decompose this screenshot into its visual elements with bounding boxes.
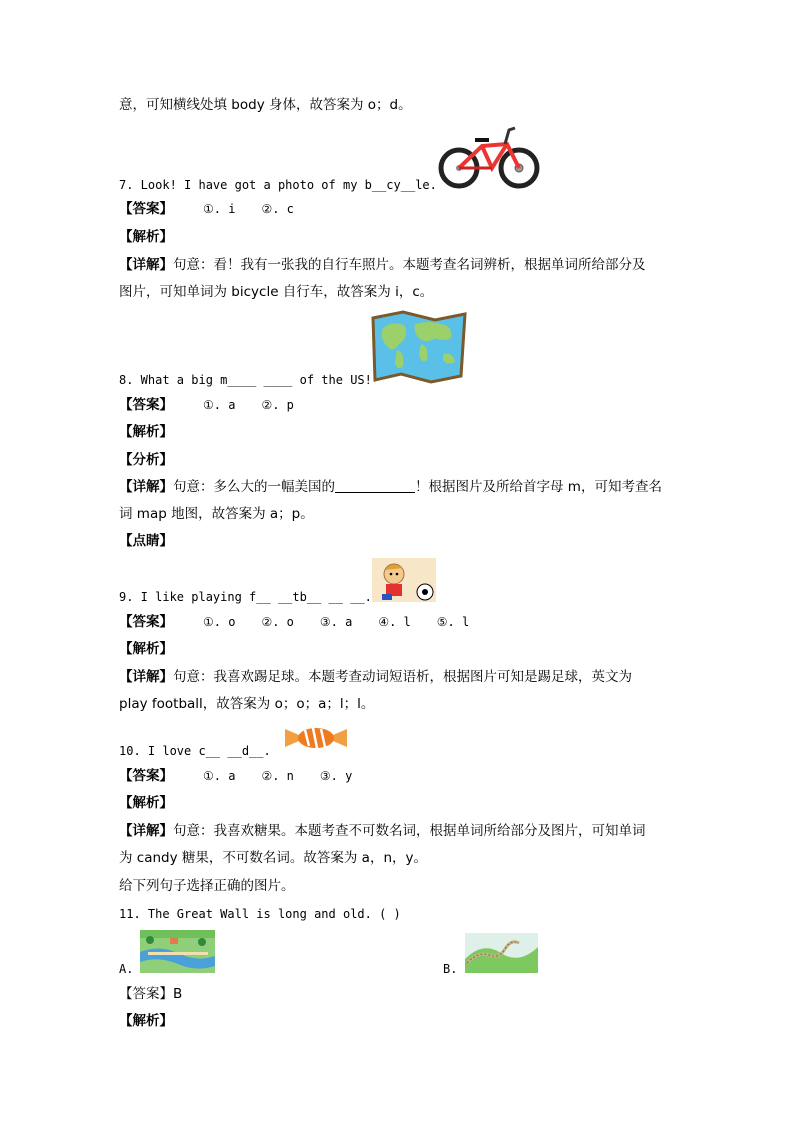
q9-answer-row: 【答案】 ①. o ②. o ③. a ④. l ⑤. l <box>119 614 470 630</box>
world-map-picture <box>369 310 469 384</box>
q8-detail-line2: 词 map 地图，故答案为 a；p。 <box>119 506 314 522</box>
q10-analysis-tag: 【解析】 <box>119 795 173 811</box>
q7-detail-line1: 【详解】句意：看！我有一张我的自行车照片。本题考查名词辨析，根据单词所给部分及 <box>119 257 646 273</box>
q8-answer-1: ①. a <box>203 398 236 412</box>
q10-question: 10. I love c__ __d__. <box>119 744 271 758</box>
q11-analysis-tag: 【解析】 <box>119 1013 173 1029</box>
q10-answer-2: ②. n <box>261 769 294 783</box>
boy-football-picture <box>372 558 436 602</box>
great-wall-picture <box>465 933 538 973</box>
q10-detail-line2: 为 candy 糖果，不可数名词。故答案为 a，n，y。 <box>119 850 428 866</box>
fill-blank <box>335 479 415 493</box>
q9-answer-3: ③. a <box>319 615 353 629</box>
q8-question: 8. What a big m____ ____ of the US! <box>119 373 372 387</box>
river-bridge-picture <box>140 930 215 973</box>
candy-picture <box>283 725 349 751</box>
q9-detail-line1: 【详解】句意：我喜欢踢足球。本题考查动词短语析，根据图片可知是踢足球，英文为 <box>119 669 632 685</box>
q9-question: 9. I like playing f__ __tb__ __ __. <box>119 590 372 604</box>
intro-line: 意，可知横线处填 body 身体，故答案为 o；d。 <box>119 97 412 113</box>
q7-answer-2: ②. c <box>261 202 294 216</box>
q10-answer-row: 【答案】 ①. a ②. n ③. y <box>119 768 353 784</box>
q10-answer-1: ①. a <box>203 769 236 783</box>
q9-analysis-tag: 【解析】 <box>119 641 173 657</box>
q7-analysis-tag: 【解析】 <box>119 229 173 245</box>
q7-answer-1: ①. i <box>203 202 236 216</box>
bicycle-picture <box>437 124 541 190</box>
answer-tag: 【答案】 <box>119 201 173 217</box>
q7-detail-line2: 图片，可知单词为 bicycle 自行车，故答案为 i，c。 <box>119 284 434 300</box>
q8-fenxi-tag: 【分析】 <box>119 452 173 468</box>
q9-answer-2: ②. o <box>261 615 294 629</box>
q10-answer-3: ③. y <box>319 769 353 783</box>
q8-answer-2: ②. p <box>261 398 294 412</box>
q8-detail-line1: 【详解】句意：多么大的一幅美国的 ！根据图片及所给首字母 m，可知考查名 <box>119 479 662 495</box>
q11-option-b-label: B. <box>443 962 458 976</box>
q8-analysis-tag: 【解析】 <box>119 424 173 440</box>
q9-answer-5: ⑤. l <box>436 615 470 629</box>
q9-answer-1: ①. o <box>203 615 236 629</box>
q9-detail-line2: play football，故答案为 o；o；a；l；l。 <box>119 696 375 712</box>
q11-question: 11. The Great Wall is long and old. ( ) <box>119 907 401 921</box>
q8-dianjing-tag: 【点睛】 <box>119 533 173 549</box>
section-title: 给下列句子选择正确的图片。 <box>119 878 295 894</box>
q9-answer-4: ④. l <box>378 615 411 629</box>
q11-answer-line: 【答案】B <box>119 986 183 1002</box>
q10-detail-line1: 【详解】句意：我喜欢糖果。本题考查不可数名词，根据单词所给部分及图片，可知单词 <box>119 823 646 839</box>
q8-answer-row: 【答案】 ①. a ②. p <box>119 397 294 413</box>
q7-question: 7. Look! I have got a photo of my b__cy__le. <box>119 178 437 192</box>
q11-option-a-label: A. <box>119 962 134 976</box>
q7-answer-row <box>119 200 320 218</box>
